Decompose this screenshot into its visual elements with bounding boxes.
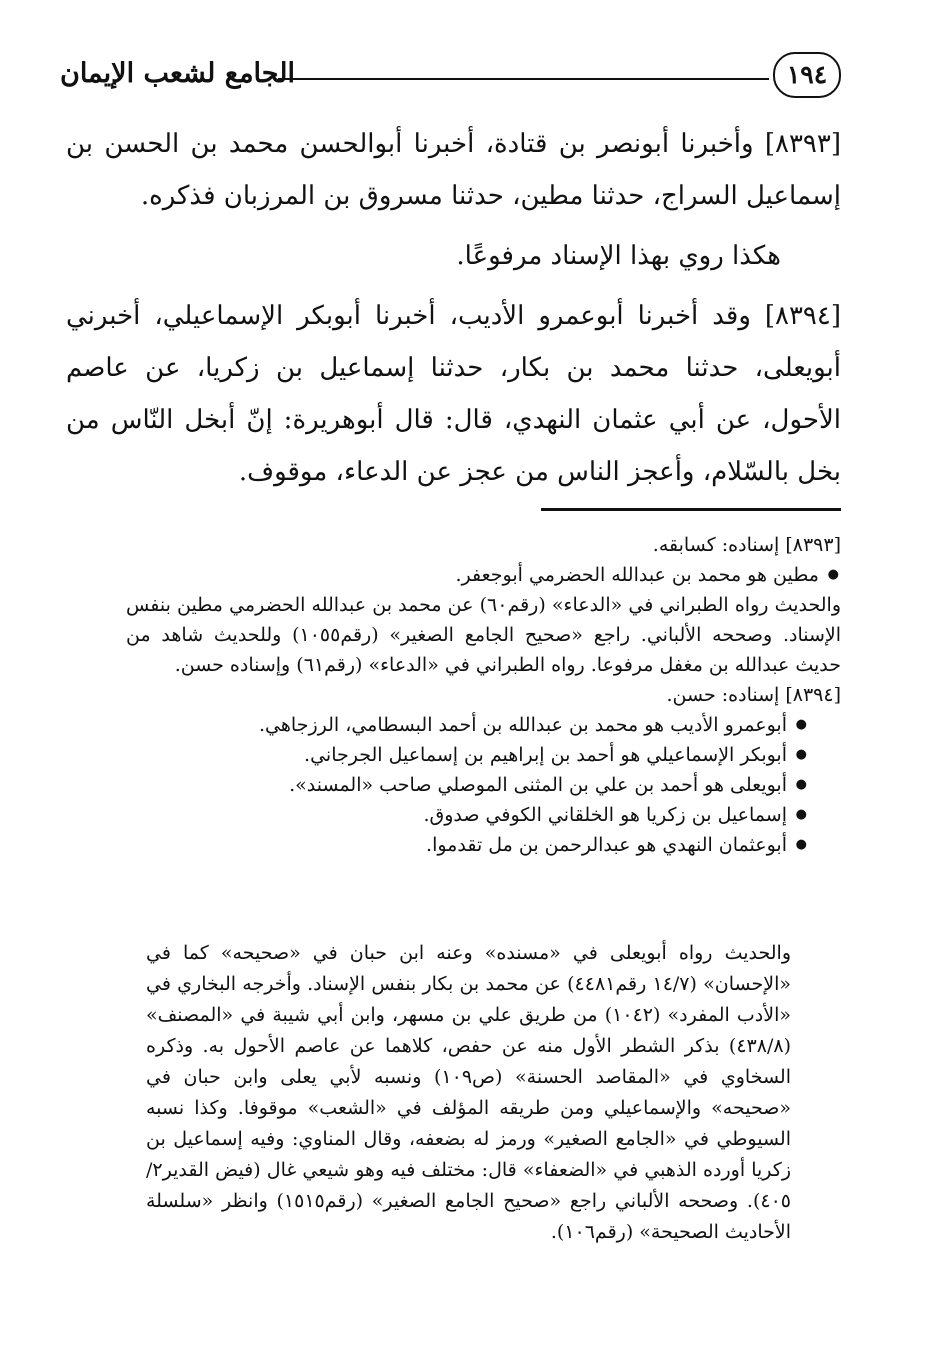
main-text bbox=[66, 118, 841, 506]
footnote-8393-head: [٨٣٩٣] إسناده: كسابقه. bbox=[652, 534, 841, 556]
page-number: ١٩٤ bbox=[773, 52, 841, 98]
footnote-8394-item: ● إسماعيل بن زكريا هو الخلقاني الكوفي صدوق. bbox=[126, 800, 809, 830]
footnote-8393-item: ● مطين هو محمد بن عبدالله الحضرمي أبوجعفر. bbox=[126, 560, 841, 590]
footnotes bbox=[126, 530, 841, 860]
hadith-8393: [٨٣٩٣] وأخبرنا أبونصر بن قتادة، أخبرنا أبوالحسن محمد بن الحسن بن إسماعيل السراج، حدثنا مطين، حدثنا مسروق بن المرزبان فذكره. bbox=[66, 129, 841, 211]
footnote-8394-text: والحديث رواه أبويعلى في «مسنده» وعنه ابن حبان في «صحيحه» كما في «الإحسان» (١٤/٧ رقم٤٤٨١) عن محمد بن بكار بنفس الإسناد. وأخرجه البخاري في «الأدب المفرد» (١٠٤٢) من طريق علي بن مسهر، وابن أبي شيبة في «المصنف» (٤٣٨/٨) بذكر الشطر الأول منه عن حفص، كلاهما عن عاصم الأحول به. وذكره السخاوي في «المقاصد الحسنة» (ص١٠٩) ونسبه لأبي يعلى وابن حبان في «صحيحه» والإسماعيلي ومن طريقه المؤلف في «الشعب» موقوفا. وكذا نسبه السيوطي في «الجامع الصغير» ورمز له بضعفه، وقال المناوي: وفيه إسماعيل بن زكريا أورده الذهبي في «الضعفاء» قال: مختلف فيه وهو شيعي غال (فيض القدير٢/ ٤٠٥). وصححه الألباني راجع «صحيح الجامع الصغير» (رقم١٥١٥) وانظر «سلسلة الأحاديث الصحيحة» (رقم١٠٦). bbox=[146, 942, 792, 1243]
footnote-8394-item: ● أبوعثمان النهدي هو عبدالرحمن بن مل تقدموا. bbox=[126, 830, 809, 860]
hadith-8394: [٨٣٩٤] وقد أخبرنا أبوعمرو الأديب، أخبرنا أبوبكر الإسماعيلي، أخبرني أبويعلى، حدثنا محمد بن بكار، حدثنا إسماعيل بن زكريا، عن عاصم الأحول، عن أبي عثمان النهدي، قال: قال أبوهريرة: إنّ أبخل النّاس من بخل بالسّلام، وأعجز الناس من عجز عن الدعاء، موقوف. bbox=[66, 301, 841, 487]
footnote-8394-item: ● أبوعمرو الأديب هو محمد بن عبدالله بن أحمد البسطامي، الرزجاهي. bbox=[126, 710, 809, 740]
footnote-8394-head: [٨٣٩٤] إسناده: حسن. bbox=[666, 684, 841, 706]
footnote-8393-list bbox=[126, 560, 841, 590]
header-rule bbox=[278, 78, 769, 80]
footnote-8394-list bbox=[126, 710, 841, 860]
footnote-8394-item: ● أبويعلى هو أحمد بن علي بن المثنى الموصلي صاحب «المسند». bbox=[126, 770, 809, 800]
note-marfu: هكذا روي بهذا الإسناد مرفوعًا. bbox=[456, 241, 781, 271]
footnote-8394-text-block bbox=[146, 938, 791, 1248]
footnote-rule bbox=[541, 508, 841, 511]
footnote-8394-item: ● أبوبكر الإسماعيلي هو أحمد بن إبراهيم بن إسماعيل الجرجاني. bbox=[126, 740, 809, 770]
page-header bbox=[60, 44, 841, 104]
footnote-8393-text: والحديث رواه الطبراني في «الدعاء» (رقم٦٠) عن محمد بن عبدالله الحضرمي مطين بنفس الإسناد. وصححه الألباني. راجع «صحيح الجامع الصغير» (رقم١٠٥٥) وللحديث شاهد من حديث عبدالله بن مغفل مرفوعا. رواه الطبراني في «الدعاء» (رقم٦١) وإسناده حسن. bbox=[126, 594, 841, 676]
running-title: الجامع لشعب الإيمان bbox=[60, 58, 295, 89]
